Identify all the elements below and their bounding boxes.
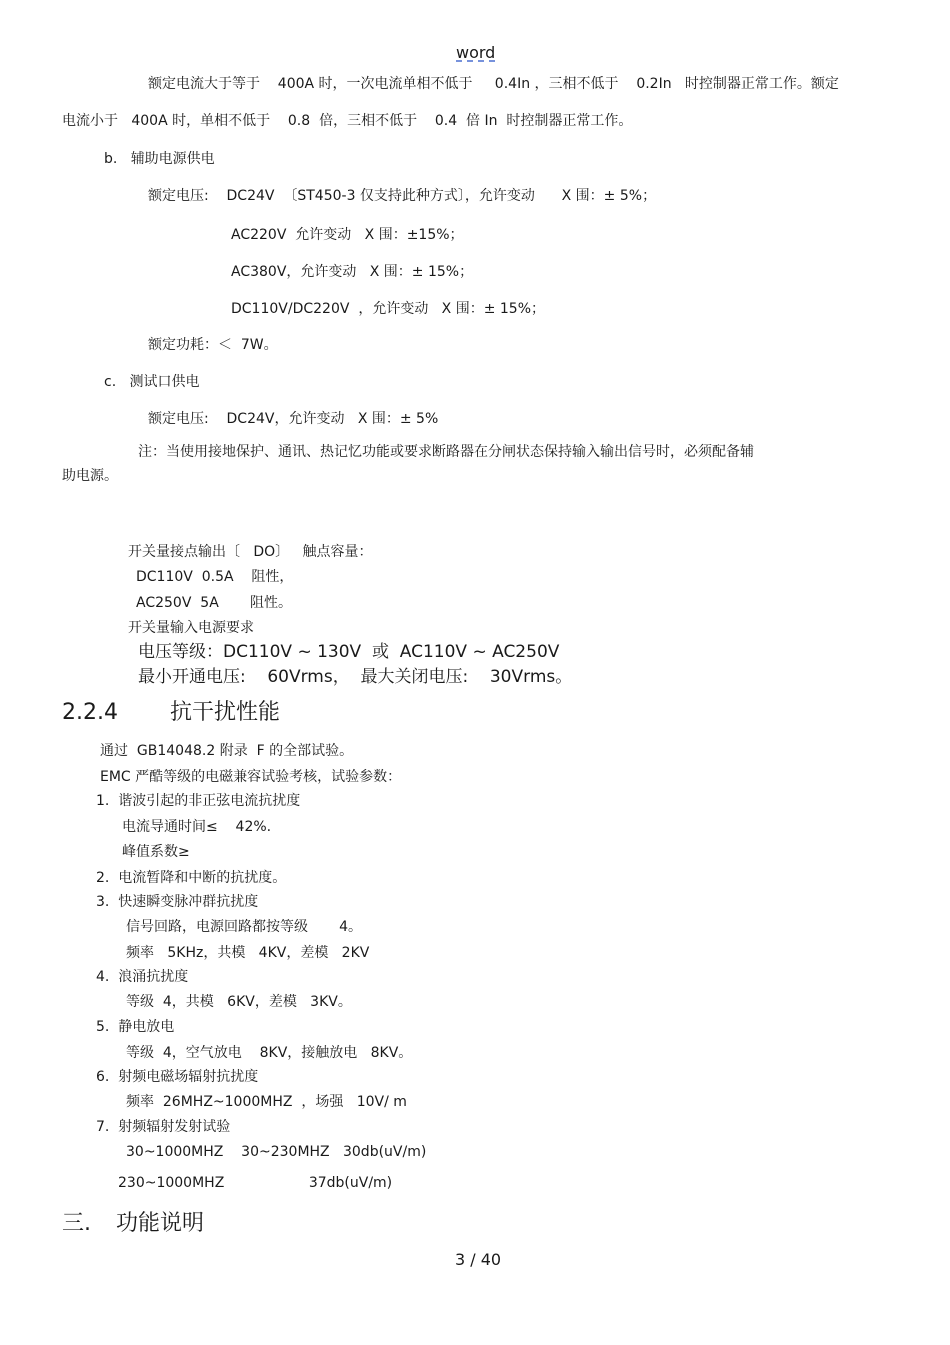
chapter-title: 功能说明 (116, 1211, 205, 1236)
list-item-detail: 频率 26MHZ~1000MHZ ，场强 10V/ m (126, 1094, 407, 1110)
paragraph-line: 额定电流大于等于 400A 时，一次电流单相不低于 0.4In ，三相不低于 0.2In 时控制器正常工作。额定 (148, 76, 839, 92)
list-item-detail: 30~1000MHZ 30~230MHZ 30db(uV/m) (126, 1144, 427, 1160)
paragraph-line: AC250V 5A 阻性。 (136, 595, 292, 611)
paragraph-line: 额定电压: DC24V，允许变动 X 围：± 5% (148, 411, 439, 427)
section-heading (62, 699, 280, 727)
list-item: 6. 射频电磁场辐射抗扰度 (96, 1069, 259, 1085)
paragraph-line: AC380V，允许变动 X 围：± 15%； (231, 264, 474, 280)
section-number: 2.2.4 (62, 700, 118, 725)
list-item-detail: 等级 4，空气放电 8KV，接触放电 8KV。 (126, 1045, 413, 1061)
paragraph-line: 电压等级：DC110V ~ 130V 或 AC110V ~ AC250V (138, 642, 560, 662)
list-item-detail: 电流导通时间≤ 42%. (122, 819, 272, 835)
list-item: 7. 射频辐射发射试验 (96, 1119, 231, 1135)
page-header-title: word (456, 43, 496, 62)
section-title: 抗干扰性能 (170, 700, 281, 725)
paragraph-line: AC220V 允许变动 X 围：±15%； (231, 227, 464, 243)
page-number: 3 / 40 (455, 1250, 502, 1269)
list-item: 2. 电流暂降和中断的抗扰度。 (96, 870, 287, 886)
list-item: 1. 谐波引起的非正弦电流抗扰度 (96, 793, 301, 809)
paragraph-line: 开关量接点输出〔 DO〕 触点容量： (128, 544, 373, 560)
paragraph-line: DC110V/DC220V ，允许变动 X 围：± 15%； (231, 301, 546, 317)
paragraph-line: DC110V 0.5A 阻性， (136, 569, 294, 585)
list-item-detail: 230~1000MHZ 37db(uV/m) (118, 1175, 393, 1191)
paragraph-line: 开关量输入电源要求 (128, 620, 254, 636)
note-line: 助电源。 (62, 468, 118, 484)
chapter-number: 三. (62, 1211, 91, 1236)
paragraph-line: 电流小于 400A 时，单相不低于 0.8 倍，三相不低于 0.4 倍 In 时控制器正常工作。 (62, 113, 633, 129)
paragraph-line: 最小开通电压: 60Vrms， 最大关闭电压: 30Vrms。 (138, 667, 573, 687)
note-line: 注：当使用接地保护、通讯、热记忆功能或要求断路器在分闸状态保持输入输出信号时，必须配备辅 (138, 444, 754, 460)
list-heading-b: b. 辅助电源供电 (104, 151, 215, 167)
chapter-heading (62, 1210, 204, 1238)
paragraph-line: EMC 严酷等级的电磁兼容试验考核，试验参数： (100, 769, 402, 785)
list-heading-c: c. 测试口供电 (104, 374, 200, 390)
list-item: 3. 快速瞬变脉冲群抗扰度 (96, 894, 259, 910)
paragraph-line: 通过 GB14048.2 附录 F 的全部试验。 (100, 743, 354, 759)
list-item-detail: 峰值系数≥ (122, 844, 190, 860)
list-item: 5. 静电放电 (96, 1019, 175, 1035)
paragraph-line: 额定功耗：＜ 7W。 (148, 337, 278, 353)
list-item-detail: 频率 5KHz，共模 4KV，差模 2KV (126, 945, 370, 961)
list-item-detail: 信号回路，电源回路都按等级 4。 (126, 919, 363, 935)
list-item: 4. 浪涌抗扰度 (96, 969, 189, 985)
list-item-detail: 等级 4，共模 6KV，差模 3KV。 (126, 994, 352, 1010)
paragraph-line: 额定电压: DC24V 〔ST450-3 仅支持此种方式〕，允许变动 X 围：± 5%； (148, 188, 657, 204)
